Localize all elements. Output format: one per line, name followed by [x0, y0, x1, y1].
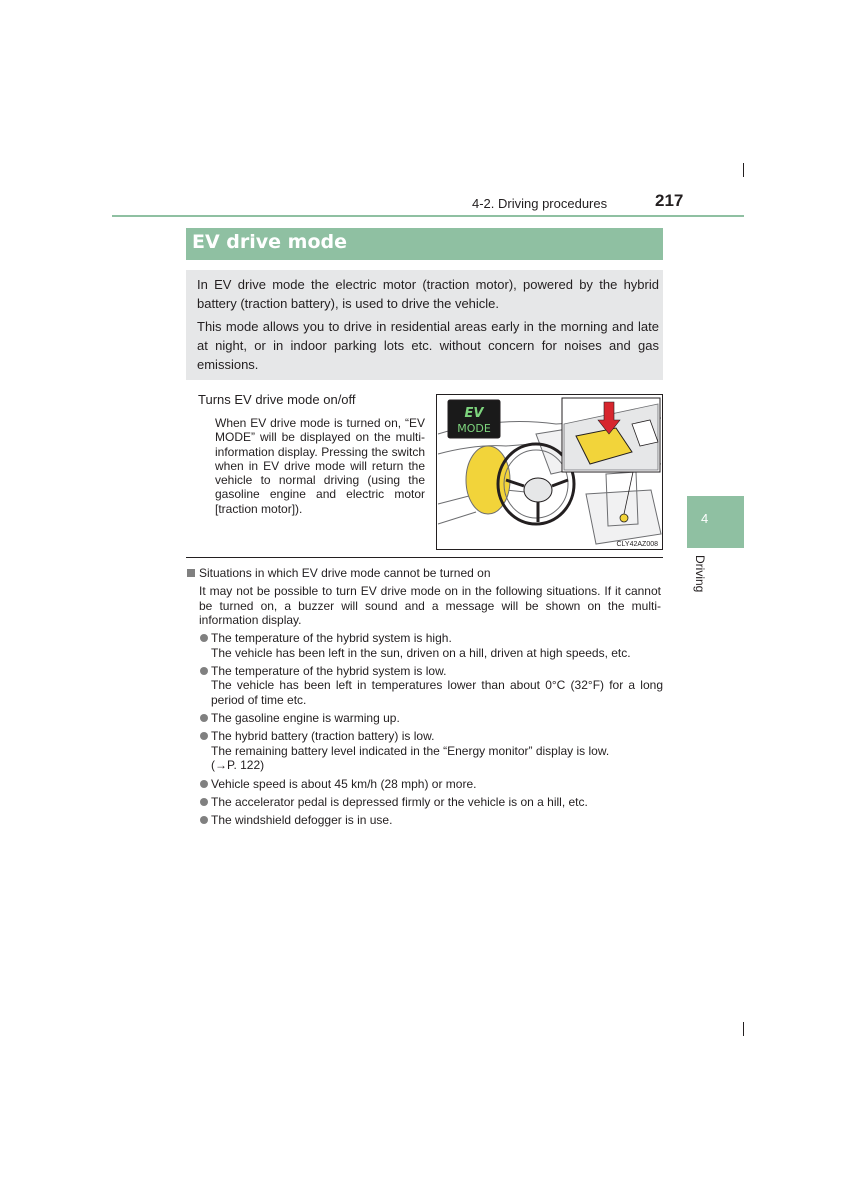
header-divider: [112, 215, 744, 217]
page-number: 217: [655, 191, 684, 210]
list-item: [199, 631, 663, 660]
crop-mark-bottom: [743, 1022, 744, 1036]
list-item: [199, 729, 663, 773]
intro-paragraph-1: In EV drive mode the electric motor (traction motor), powered by the hybrid battery (traction battery), is used to drive the vehicle.: [197, 277, 659, 311]
list-item-line-1: The hybrid battery (traction battery) is low.: [211, 729, 435, 744]
bullet-icon: [200, 798, 208, 806]
list-item-line-1: The windshield defogger is in use.: [211, 813, 393, 828]
bullet-icon: [200, 667, 208, 675]
situations-intro: It may not be possible to turn EV drive mode on in the following situations. If it cannot be turned on, a buzzer will sound and a message will be shown on the multi-information display.: [199, 584, 661, 627]
intro-paragraph-2: This mode allows you to drive in residential areas early in the morning and late at night, or in indoor parking lots etc. without concern for noises and gas emissions.: [197, 319, 659, 372]
bullet-icon: [200, 816, 208, 824]
header-section-title: 4-2. Driving procedures: [472, 196, 608, 211]
square-bullet-icon: [187, 569, 195, 577]
list-item-line-2: The vehicle has been left in temperatures lower than about 0°C (32°F) for a long period of time etc.: [211, 678, 663, 707]
list-item-line-1: Vehicle speed is about 45 km/h (28 mph) or more.: [211, 776, 477, 791]
illustration-code: CLY42AZ008: [616, 541, 658, 548]
list-item-line-1: The temperature of the hybrid system is high.: [211, 631, 452, 645]
intro-box: [186, 270, 663, 380]
list-item: [199, 777, 663, 792]
list-item: [199, 664, 663, 708]
list-item-line-1: The gasoline engine is warming up.: [211, 711, 400, 726]
crop-mark-top: [743, 163, 744, 177]
list-item-line-1: The temperature of the hybrid system is low.: [211, 663, 447, 678]
switch-highlight: [620, 514, 628, 522]
chapter-tab[interactable]: [687, 496, 744, 548]
list-item-line-2: The vehicle has been left in the sun, driven on a hill, driven at high speeds, etc.: [211, 645, 631, 660]
situations-heading: [187, 566, 491, 580]
bullet-icon: [200, 732, 208, 740]
switch-description-body: When EV drive mode is turned on, “EV MODE” will be displayed on the multi-information display. Pressing the switch when in EV drive mode will return the vehicle to normal driving (using the gasoline engine and electric motor [traction motor]).: [215, 416, 425, 516]
chapter-tab-label: Driving: [693, 555, 707, 593]
page-reference-link[interactable]: (→P. 122): [211, 758, 265, 773]
indicator-line-1: EV: [464, 406, 484, 421]
page-title-bar: [186, 228, 663, 260]
list-item-line-1: The accelerator pedal is depressed firmly or the vehicle is on a hill, etc.: [211, 794, 588, 809]
bullet-icon: [200, 714, 208, 722]
bullet-icon: [200, 634, 208, 642]
bullet-icon: [200, 780, 208, 788]
list-item: [199, 813, 663, 828]
list-item: [199, 795, 663, 810]
indicator-line-2: MODE: [457, 422, 491, 435]
page-title: EV drive mode: [192, 231, 348, 253]
ev-switch-illustration: [436, 394, 663, 550]
list-item-line-2: The remaining battery level indicated in the “Energy monitor” display is low.: [211, 743, 610, 758]
section-divider: [186, 557, 663, 558]
situations-list: [199, 631, 663, 832]
situations-heading-text: Situations in which EV drive mode cannot be turned on: [199, 566, 491, 580]
list-item: [199, 711, 663, 726]
switch-description-title: Turns EV drive mode on/off: [198, 392, 356, 407]
chapter-tab-number: 4: [701, 511, 709, 526]
